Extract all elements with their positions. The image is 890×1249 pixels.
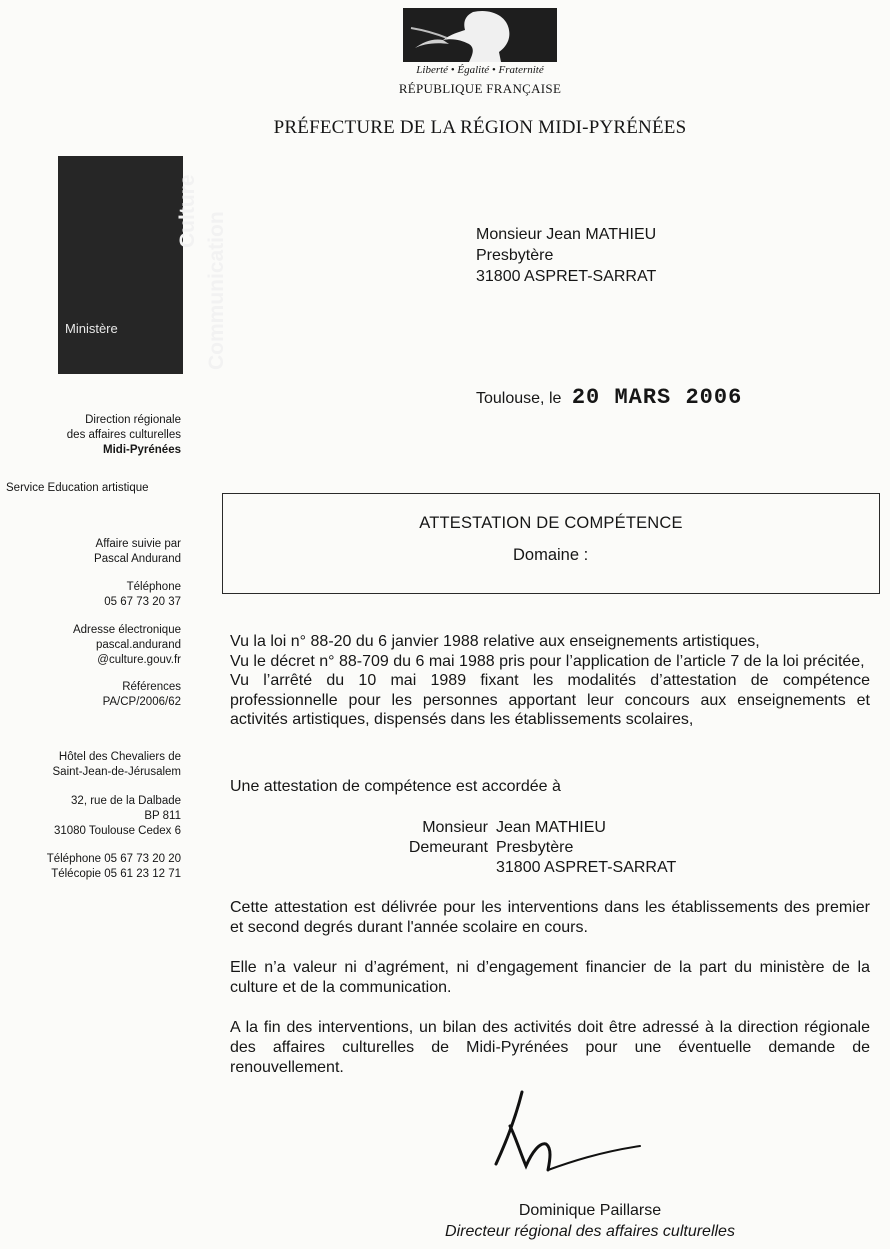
email-label: Adresse électronique: [72, 624, 181, 636]
contact-block: [10, 852, 181, 882]
phone-value: 05 67 73 20 37: [104, 596, 181, 608]
republic-name: RÉPUBLIQUE FRANÇAISE: [398, 81, 562, 96]
fax-line: Télécopie 05 61 23 12 71: [51, 868, 181, 880]
email-line: pascal.andurand: [95, 639, 181, 651]
republic-motto: Liberté • Égalité • Fraternité: [416, 64, 544, 76]
recipient-line: Presbytère: [476, 247, 554, 264]
reference-block: [10, 680, 181, 710]
attestation-box: [222, 493, 880, 594]
hotel-line: Hôtel des Chevaliers de: [58, 751, 181, 763]
signer-name: Dominique Paillarse: [518, 1202, 662, 1219]
phone-block: [10, 580, 181, 610]
ministry-culture-logo: [58, 156, 228, 374]
letter-date: [476, 385, 742, 410]
direction-line: des affaires culturelles: [66, 429, 181, 441]
date-prefix: Toulouse, le: [476, 390, 562, 407]
recipient-address: [476, 224, 656, 287]
signer-block: [380, 1200, 800, 1242]
affaire-block: [10, 537, 181, 567]
direction-line: Direction régionale: [85, 414, 181, 426]
address-line: 32, rue de la Dalbade: [71, 795, 181, 807]
phone-label: Téléphone: [126, 581, 181, 593]
vu-line: Vu le décret n° 88-709 du 6 mai 1988 pris pour l’application de l’article 7 de la loi précitée,: [230, 652, 865, 670]
address-line: BP 811: [144, 810, 181, 822]
recipient-name: Monsieur Jean MATHIEU: [476, 226, 657, 243]
reference-value: PA/CP/2006/62: [102, 696, 181, 708]
demeurant-line: Presbytère: [496, 839, 574, 856]
direction-block: [10, 413, 181, 458]
beneficiary-row: [396, 858, 676, 878]
monsieur-value: Jean MATHIEU: [496, 819, 606, 836]
demeurant-line: 31800 ASPRET-SARRAT: [496, 859, 677, 876]
prefecture-title: PRÉFECTURE DE LA RÉGION MIDI-PYRÉNÉES: [273, 117, 687, 138]
telephone-line: Téléphone 05 67 73 20 20: [46, 853, 181, 865]
beneficiary-block: [396, 818, 676, 878]
service-name: Service Education artistique: [6, 482, 149, 494]
attestation-domain-label: Domaine :: [513, 546, 589, 564]
email-block: [10, 623, 181, 668]
hotel-line: Saint-Jean-de-Jérusalem: [52, 766, 181, 778]
vu-paragraphs: [230, 632, 870, 730]
marianne-logo: [403, 8, 557, 62]
body-paragraph: Elle n’a valeur ni d’agrément, ni d’engagement financier de la part du ministère de la culture et de la communication.: [230, 959, 870, 996]
grant-sentence: Une attestation de compétence est accordée à: [230, 778, 561, 795]
handwritten-signature: [470, 1086, 670, 1191]
reference-label: Références: [122, 681, 181, 693]
demeurant-label: Demeurant: [408, 839, 488, 856]
signer-role: Directeur régional des affaires culturelles: [445, 1223, 735, 1240]
hotel-block: [10, 750, 181, 780]
body-paragraph: Cette attestation est délivrée pour les interventions dans les établissements des premier et second degrés durant l'année scolaire en cours.: [230, 899, 870, 936]
logo-word-culture: Culture: [176, 174, 199, 248]
vu-line: Vu la loi n° 88-20 du 6 janvier 1988 relative aux enseignements artistiques,: [230, 633, 760, 650]
address-block: [10, 794, 181, 839]
body-paragraph: A la fin des interventions, un bilan des activités doit être adressé à la direction régionale des affaires culturelles de Midi-Pyrénées pour une éventuelle demande de renouvellement.: [230, 1019, 870, 1076]
recipient-line: 31800 ASPRET-SARRAT: [476, 268, 657, 285]
logo-word-communication: Communication: [205, 211, 228, 370]
direction-region: Midi-Pyrénées: [103, 444, 181, 456]
affaire-name: Pascal Andurand: [94, 553, 181, 565]
date-stamp: 20 MARS 2006: [571, 385, 743, 410]
affaire-label: Affaire suivie par: [95, 538, 181, 550]
email-line: @culture.gouv.fr: [97, 654, 181, 666]
logo-label-ministere: Ministère: [65, 321, 118, 336]
beneficiary-row: [396, 838, 676, 858]
beneficiary-row: [396, 818, 676, 838]
attestation-title: ATTESTATION DE COMPÉTENCE: [419, 514, 683, 532]
address-line: 31080 Toulouse Cedex 6: [53, 825, 181, 837]
vu-line: Vu l’arrêté du 10 mai 1989 fixant les modalités d’attestation de compétence professionnelle pour les personnes apportant leur concours aux enseignements et activités artistiques, dispensés dans les établissements scolaires,: [230, 672, 870, 728]
monsieur-label: Monsieur: [422, 819, 488, 836]
